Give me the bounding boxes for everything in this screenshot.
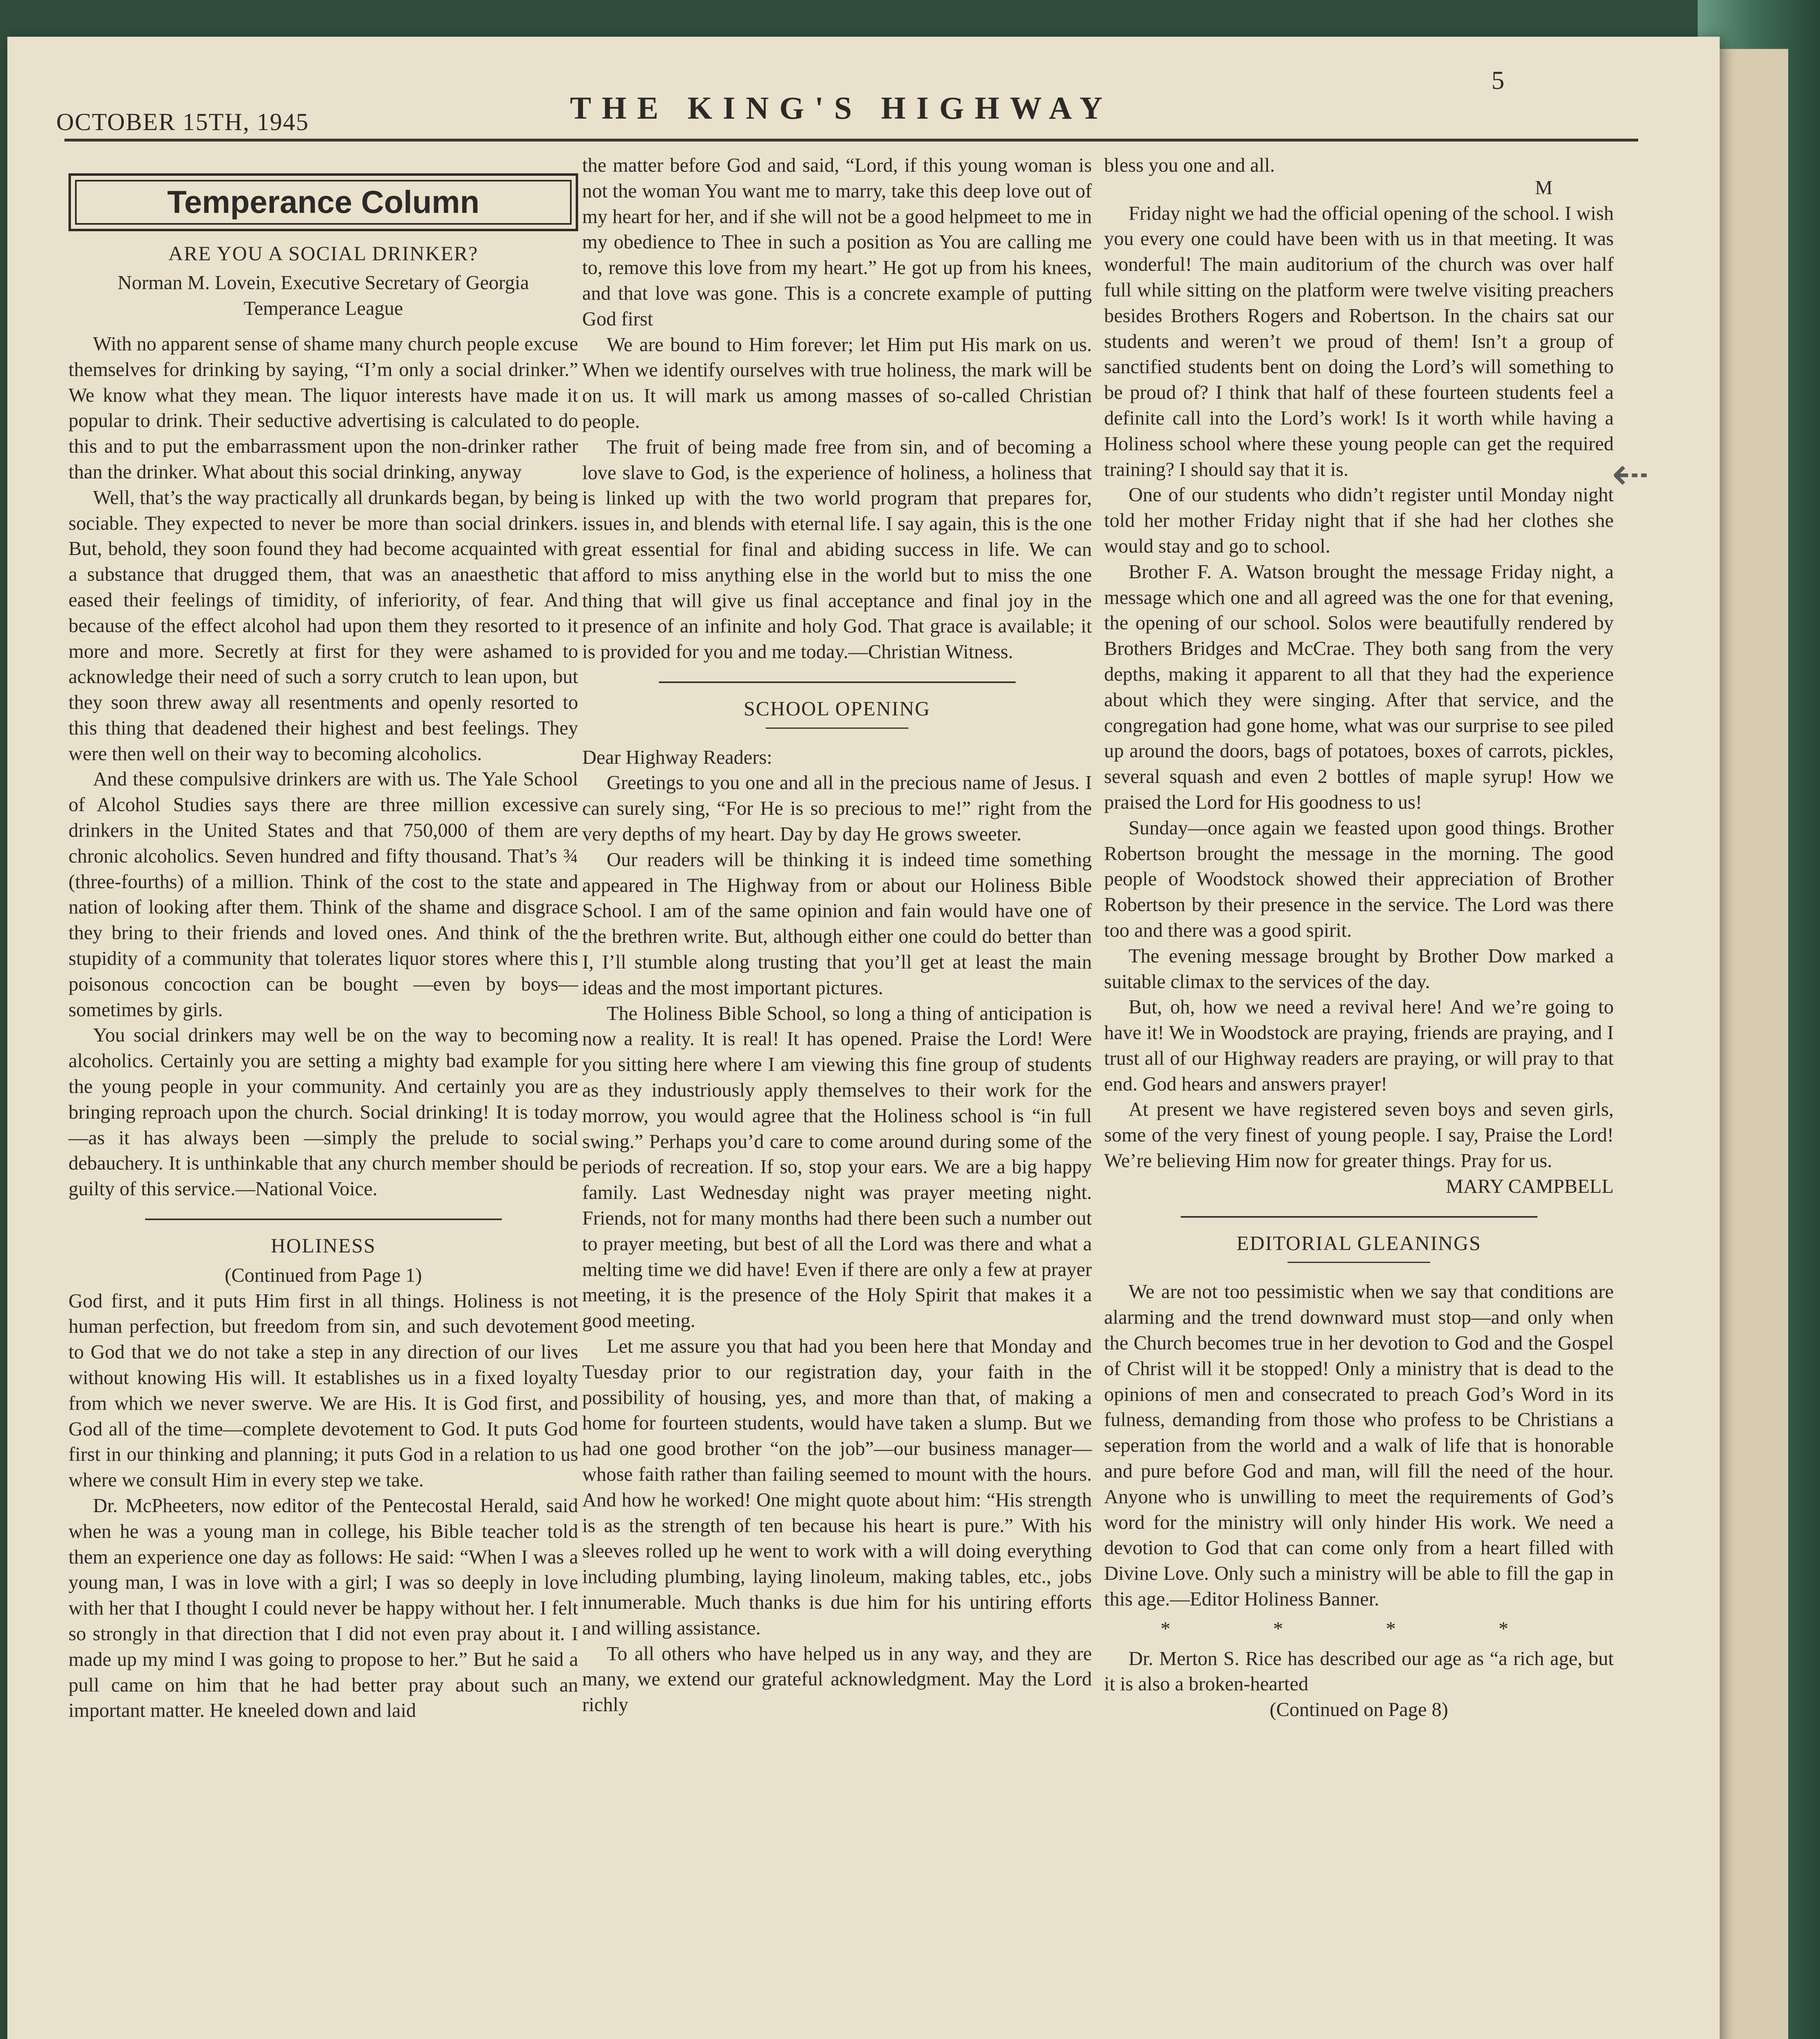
star-separator: * * * *: [1160, 1618, 1557, 1640]
continued-note: (Continued on Page 8): [1270, 1699, 1448, 1721]
paragraph: We are not too pessimistic when we say that conditions are alarming and the trend downward must stop—and only when the Church becomes true in her devotion to God and the Gospel of Christ will it be stopped! Only a ministry that is dead to the opinions of men and consecrated to preach God’s Word in its fulness, demanding from those who profess to be Christians a seperation from the world and a walk of life that is honorable and pure before God and man, will fill the need of the hour. Anyone who is unwilling to meet the requirements of God’s word for the ministry will only hinder His work. We need a devotion to God that can come only from a heart filled with Divine Love. Only such a ministry will be able to fill the gap in this age.—Editor Holiness Banner.: [1104, 1281, 1614, 1610]
paragraph: Sunday—once again we feasted upon good things. Brother Robertson brought the message in the morning. The good people of Woodstock showed their appreciation of Brother Robertson by their presence in the service. The Lord was there too and there was a good spirit.: [1104, 817, 1614, 941]
paragraph: God first, and it puts Him first in all things. Holiness is not human perfection, but freedom from sin, and such devotement to God that we do not take a step in any direction of our lives without knowing His will. It establishes us in a fixed loyalty from which we never swerve. We are His. It is God first, and God all of the time—complete devotement to God. It puts God first in our thinking and planning; it puts God in a relation to us where we consult Him in every step we take.: [68, 1290, 578, 1491]
temperance-column-box: Temperance Column: [68, 173, 578, 231]
paragraph: We are bound to Him forever; let Him put His mark on us. When we identify ourselves with true holiness, the mark will be on us. It will mark us among masses of so-called Christian people.: [582, 334, 1092, 432]
paragraph: Dr. McPheeters, now editor of the Pentecostal Herald, said when he was a young man in college, his Bible teacher told them an experience one day as follows: He said: “When I was a young man, I was in love with a girl; I was so deeply in love with her that I thought I could never be happy without her. I felt so strongly in that direction that I did not even pray about it. I made up my mind I was going to propose to her.” But he said a pull came on him that he had better pray about such an important matter. He kneeled down and laid: [68, 1495, 578, 1722]
salutation: Dear Highway Readers:: [582, 746, 772, 768]
signature: MARY CAMPBELL: [1446, 1175, 1614, 1197]
paragraph: Greetings to you one and all in the precious name of Jesus. I can surely sing, “For He is so precious to me!” right from the very depths of my heart. Day by day He grows sweeter.: [582, 772, 1092, 845]
paragraph: Well, that’s the way practically all drunkards began, by being sociable. They expected to never be more than social drinkers. But, behold, they soon found they had become acquainted with a substance that drugged them, that was an anaesthetic that eased their feelings of timidity, of inferiority, of fear. And because of the effect alcohol had upon them they resorted to it more and more. Secretly at first for they were ashamed to acknowledge their need of such a sorry crutch to lean upon, but they soon threw away all resentments and openly resorted to this thing that deadened their highest and best feelings. They were then well on their way to becoming alcoholics.: [68, 487, 578, 765]
margin-mark: M: [1535, 177, 1553, 199]
article-heading: ARE YOU A SOCIAL DRINKER?: [168, 241, 479, 265]
paragraph: the matter before God and said, “Lord, if this young woman is not the woman You want me to marry, take this deep love out of my heart for her, and if she will not be a good helpmeet to me in my obedience to Thee in such a position as You are calling me to, remove this love from my heart.” He got up from his knees, and that love was gone. This is a concrete example of putting God first: [582, 155, 1092, 330]
article-heading: SCHOOL OPENING: [743, 697, 931, 720]
newspaper-page: [7, 37, 1720, 2039]
paragraph: But, oh, how we need a revival here! And we’re going to have it! We in Woodstock are praying, friends are praying, and I trust all of our Highway readers are praying, or will pray to that end. God hears and answers prayer!: [1104, 996, 1614, 1095]
masthead-title: THE KING'S HIGHWAY: [570, 90, 1113, 126]
paragraph: You social drinkers may well be on the way to becoming alcoholics. Certainly you are setting a mighty bad example for the young people in your community. And certainly you are bringing reproach upon the church. Social drinking! It is today—as it has always been —simply the prelude to social debauchery. It is unthinkable that any church member should be guilty of this service.—National Voice.: [68, 1024, 578, 1200]
paragraph: Let me assure you that had you been here that Monday and Tuesday prior to our registration day, your faith in the possibility of housing, yes, and more than that, of making a home for fourteen students, would have taken a slump. But we had one good brother “on the job”—our business manager—whose faith rather than failing seemed to mount with the hours. And how he worked! One might quote about him: “His strength is as the strength of ten because his heart is pure.” With his sleeves rolled up he went to work with a will doing everything including plumbing, laying linoleum, making tables, etc., jobs innumerable. Much thanks is due him for his untiring efforts and willing assistance.: [582, 1336, 1092, 1639]
paragraph: Our readers will be thinking it is indeed time something appeared in The Highway from or about our Holiness Bible School. I am of the same opinion and fain would have one of the brethren write. But, although either one could do better than I, I’ll stumble along trusting that you’ll get at least the main ideas and the most important pictures.: [582, 849, 1092, 999]
paragraph: The Holiness Bible School, so long a thing of anticipation is now a reality. It is real! It has opened. Praise the Lord! Were you sitting here where I am viewing this fine group of students as they industriously apply themselves to their work for the morrow, you would agree that the Holiness school is “in full swing.” Perhaps you’d care to come around during some of the periods of recreation. If so, stop your ears. We are a big happy family. Last Wednesday night was prayer meeting night. Friends, not for many months had there been such a number out to prayer meeting, but best of all the Lord was there and what a melting time we did have! Even if there are only a few at prayer meeting, it is the presence of the Holy Spirit that makes it a good meeting.: [582, 1002, 1092, 1332]
paragraph: Brother F. A. Watson brought the message Friday night, a message which one and all agreed was the one for that evening, the opening of our school. Solos were beautifully rendered by Brothers Bridges and McCrae. They both sang from the very depths, making it apparent to all that they had the experience about which they were singing. After that service, and the congregation had gone home, what was our surprise to see piled up around the doors, bags of potatoes, boxes of carrots, pickles, several squash and even 2 bottles of maple syrup! How we praised the Lord for His goodness to us!: [1104, 561, 1614, 813]
paragraph: At present we have registered seven boys and seven girls, some of the very finest of young people. I say, Praise the Lord! We’re believing Him now for greater things. Pray for us.: [1104, 1099, 1614, 1172]
paragraph: bless you one and all.: [1104, 155, 1275, 176]
article-heading: HOLINESS: [271, 1234, 376, 1257]
column-2: [582, 153, 1092, 1718]
paragraph: One of our students who didn’t register until Monday night told her mother Friday night that if she had her clothes she would stay and go to school.: [1104, 484, 1614, 557]
continued-note: (Continued from Page 1): [225, 1264, 422, 1286]
article-heading: EDITORIAL GLEANINGS: [1236, 1231, 1482, 1254]
heading-underline: [766, 728, 908, 729]
issue-date: OCTOBER 15TH, 1945: [56, 108, 309, 135]
article-byline: Norman M. Lovein, Executive Secretary of Georgia Temperance League: [117, 272, 529, 320]
section-divider: [1181, 1216, 1537, 1218]
paragraph: To all others who have helped us in any way, and they are many, we extend our grateful acknowledgment. May the Lord richly: [582, 1643, 1092, 1716]
column-3: [1104, 153, 1614, 1723]
paragraph: And these compulsive drinkers are with us. The Yale School of Alcohol Studies says there are three million excessive drinkers in the United States and that 750,000 of them are chronic alcoholics. Seven hundred and fifty thousand. That’s ¾ (three-fourths) of a million. Think of the cost to the state and nation of looking after them. Think of the shame and disgrace they bring to their friends and loved ones. And think of the stupidity of a community that tolerates liquor stores where this poisonous concoction can be bought —even by boys—sometimes by girls.: [68, 768, 578, 1021]
page-number: 5: [1491, 66, 1504, 95]
paragraph: The fruit of being made free from sin, and of becoming a love slave to God, is the experience of holiness, a holiness that is linked up with the two world program that prepares for, issues in, and blends with eternal life. I say again, this is the one great essential for final and abiding success in life. We can afford to miss anything else in the world but to miss the one thing that will give us final acceptance and final joy in the presence of an infinite and holy God. That grace is available; it is provided for you and me today.—Christian Witness.: [582, 436, 1092, 663]
section-divider: [145, 1219, 502, 1220]
paragraph: Dr. Merton S. Rice has described our age as “a rich age, but it is also a broken-hearted: [1104, 1648, 1614, 1695]
handwritten-arrow-icon: ⇠: [1612, 448, 1650, 500]
paragraph: The evening message brought by Brother Dow marked a suitable climax to the services of the day.: [1104, 945, 1614, 993]
section-divider: [659, 681, 1016, 683]
column-1: [68, 153, 578, 1724]
header-rule: [64, 139, 1638, 142]
paragraph: With no apparent sense of shame many church people excuse themselves for drinking by saying, “I’m only a social drinker.” We know what they mean. The liquor interests have made it popular to drink. Their seductive advertising is calculated to do this and to put the embarrassment upon the non-drinker rather than the drinker. What about this social drinking, anyway: [68, 333, 578, 483]
heading-underline: [1288, 1262, 1430, 1263]
paragraph: Friday night we had the official opening of the school. I wish you every one could have been with us in that meeting. It was wonderful! The main auditorium of the church was over half full while sitting on the platform were twelve visiting preachers besides Brothers Rogers and Robertson. In the chairs sat our students and weren’t we proud of them! Isn’t a group of sanctified students bent on doing the Lord’s will something to be proud of? I think that half of these fourteen students feel a definite call into the Lord’s work! Is it worth while having a Holiness school where these young people can get the required training? I should say that it is.: [1104, 202, 1614, 480]
